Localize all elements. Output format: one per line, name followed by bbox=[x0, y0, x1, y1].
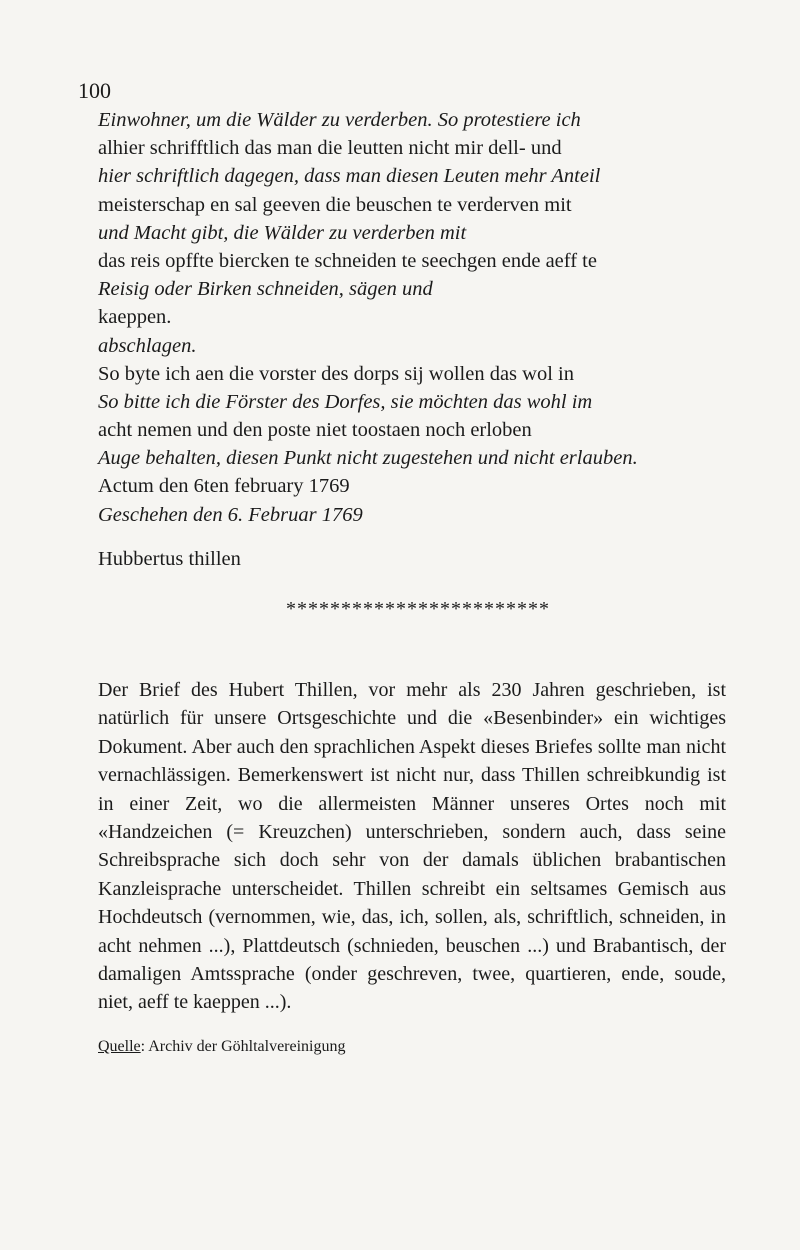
page-number: 100 bbox=[78, 78, 111, 103]
letter-line: So byte ich aen die vorster des dorps sij wollen das wol in bbox=[98, 362, 574, 385]
source-label: Quelle bbox=[98, 1038, 141, 1055]
letter-line: Reisig oder Birken schneiden, sägen und bbox=[98, 278, 433, 301]
letter-line: hier schriftlich dagegen, dass man diesen Leuten mehr Anteil bbox=[98, 165, 601, 188]
letter-transcription bbox=[98, 106, 738, 529]
commentary-paragraph: Der Brief des Hubert Thillen, vor mehr als 230 Jahren geschrieben, ist natürlich für unsere Ortsgeschichte und die «Besenbinder» ein wichtiges Dokument. Aber auch den sprachlichen Aspekt dieses Briefes sollte man nicht vernachlässigen. Bemerkenswert ist nicht nur, dass Thillen schreibkundig ist in einer Zeit, wo die allermeisten Männer unseres Ortes noch mit «Handzeichen (= Kreuzchen) unterschrieben, sondern auch, dass seine Schreibsprache sich doch sehr von der damals üblichen brabantischen Kanzleisprache unterscheidet. Thillen schreibt ein seltsames Gemisch aus Hochdeutsch (vernommen, wie, das, ich, sollen, als, schriftlich, schneiden, in acht nehmen ...), Plattdeutsch (schnieden, beuschen ...) und Brabantisch, der damaligen Amtssprache (onder geschreven, twee, quartieren, ende, soude, niet, aeff te kaeppen ...). bbox=[98, 679, 726, 1014]
letter-line: kaeppen. bbox=[98, 306, 172, 329]
letter-line: alhier schrifftlich das man die leutten nicht mir dell- und bbox=[98, 137, 562, 160]
letter-line: Actum den 6ten february 1769 bbox=[98, 475, 350, 498]
section-separator: ************************ bbox=[286, 598, 550, 620]
letter-line: abschlagen. bbox=[98, 334, 197, 357]
source-text: : Archiv der Göhltalvereinigung bbox=[140, 1038, 346, 1055]
letter-line: meisterschap en sal geeven die beuschen te verderven mit bbox=[98, 193, 572, 216]
letter-line: Geschehen den 6. Februar 1769 bbox=[98, 503, 363, 526]
letter-line: Auge behalten, diesen Punkt nicht zugestehen und nicht erlauben. bbox=[98, 447, 638, 470]
letter-line: und Macht gibt, die Wälder zu verderben mit bbox=[98, 221, 467, 244]
letter-line: So bitte ich die Förster des Dorfes, sie möchten das wohl im bbox=[98, 390, 593, 413]
source-note bbox=[98, 1038, 346, 1056]
letter-line: acht nemen und den poste niet toostaen noch erloben bbox=[98, 419, 532, 442]
letter-line: das reis opffte biercken te schneiden te seechgen ende aeff te bbox=[98, 249, 597, 272]
signature-name: Hubbertus thillen bbox=[98, 548, 241, 570]
letter-line: Einwohner, um die Wälder zu verderben. So protestiere ich bbox=[98, 109, 581, 131]
